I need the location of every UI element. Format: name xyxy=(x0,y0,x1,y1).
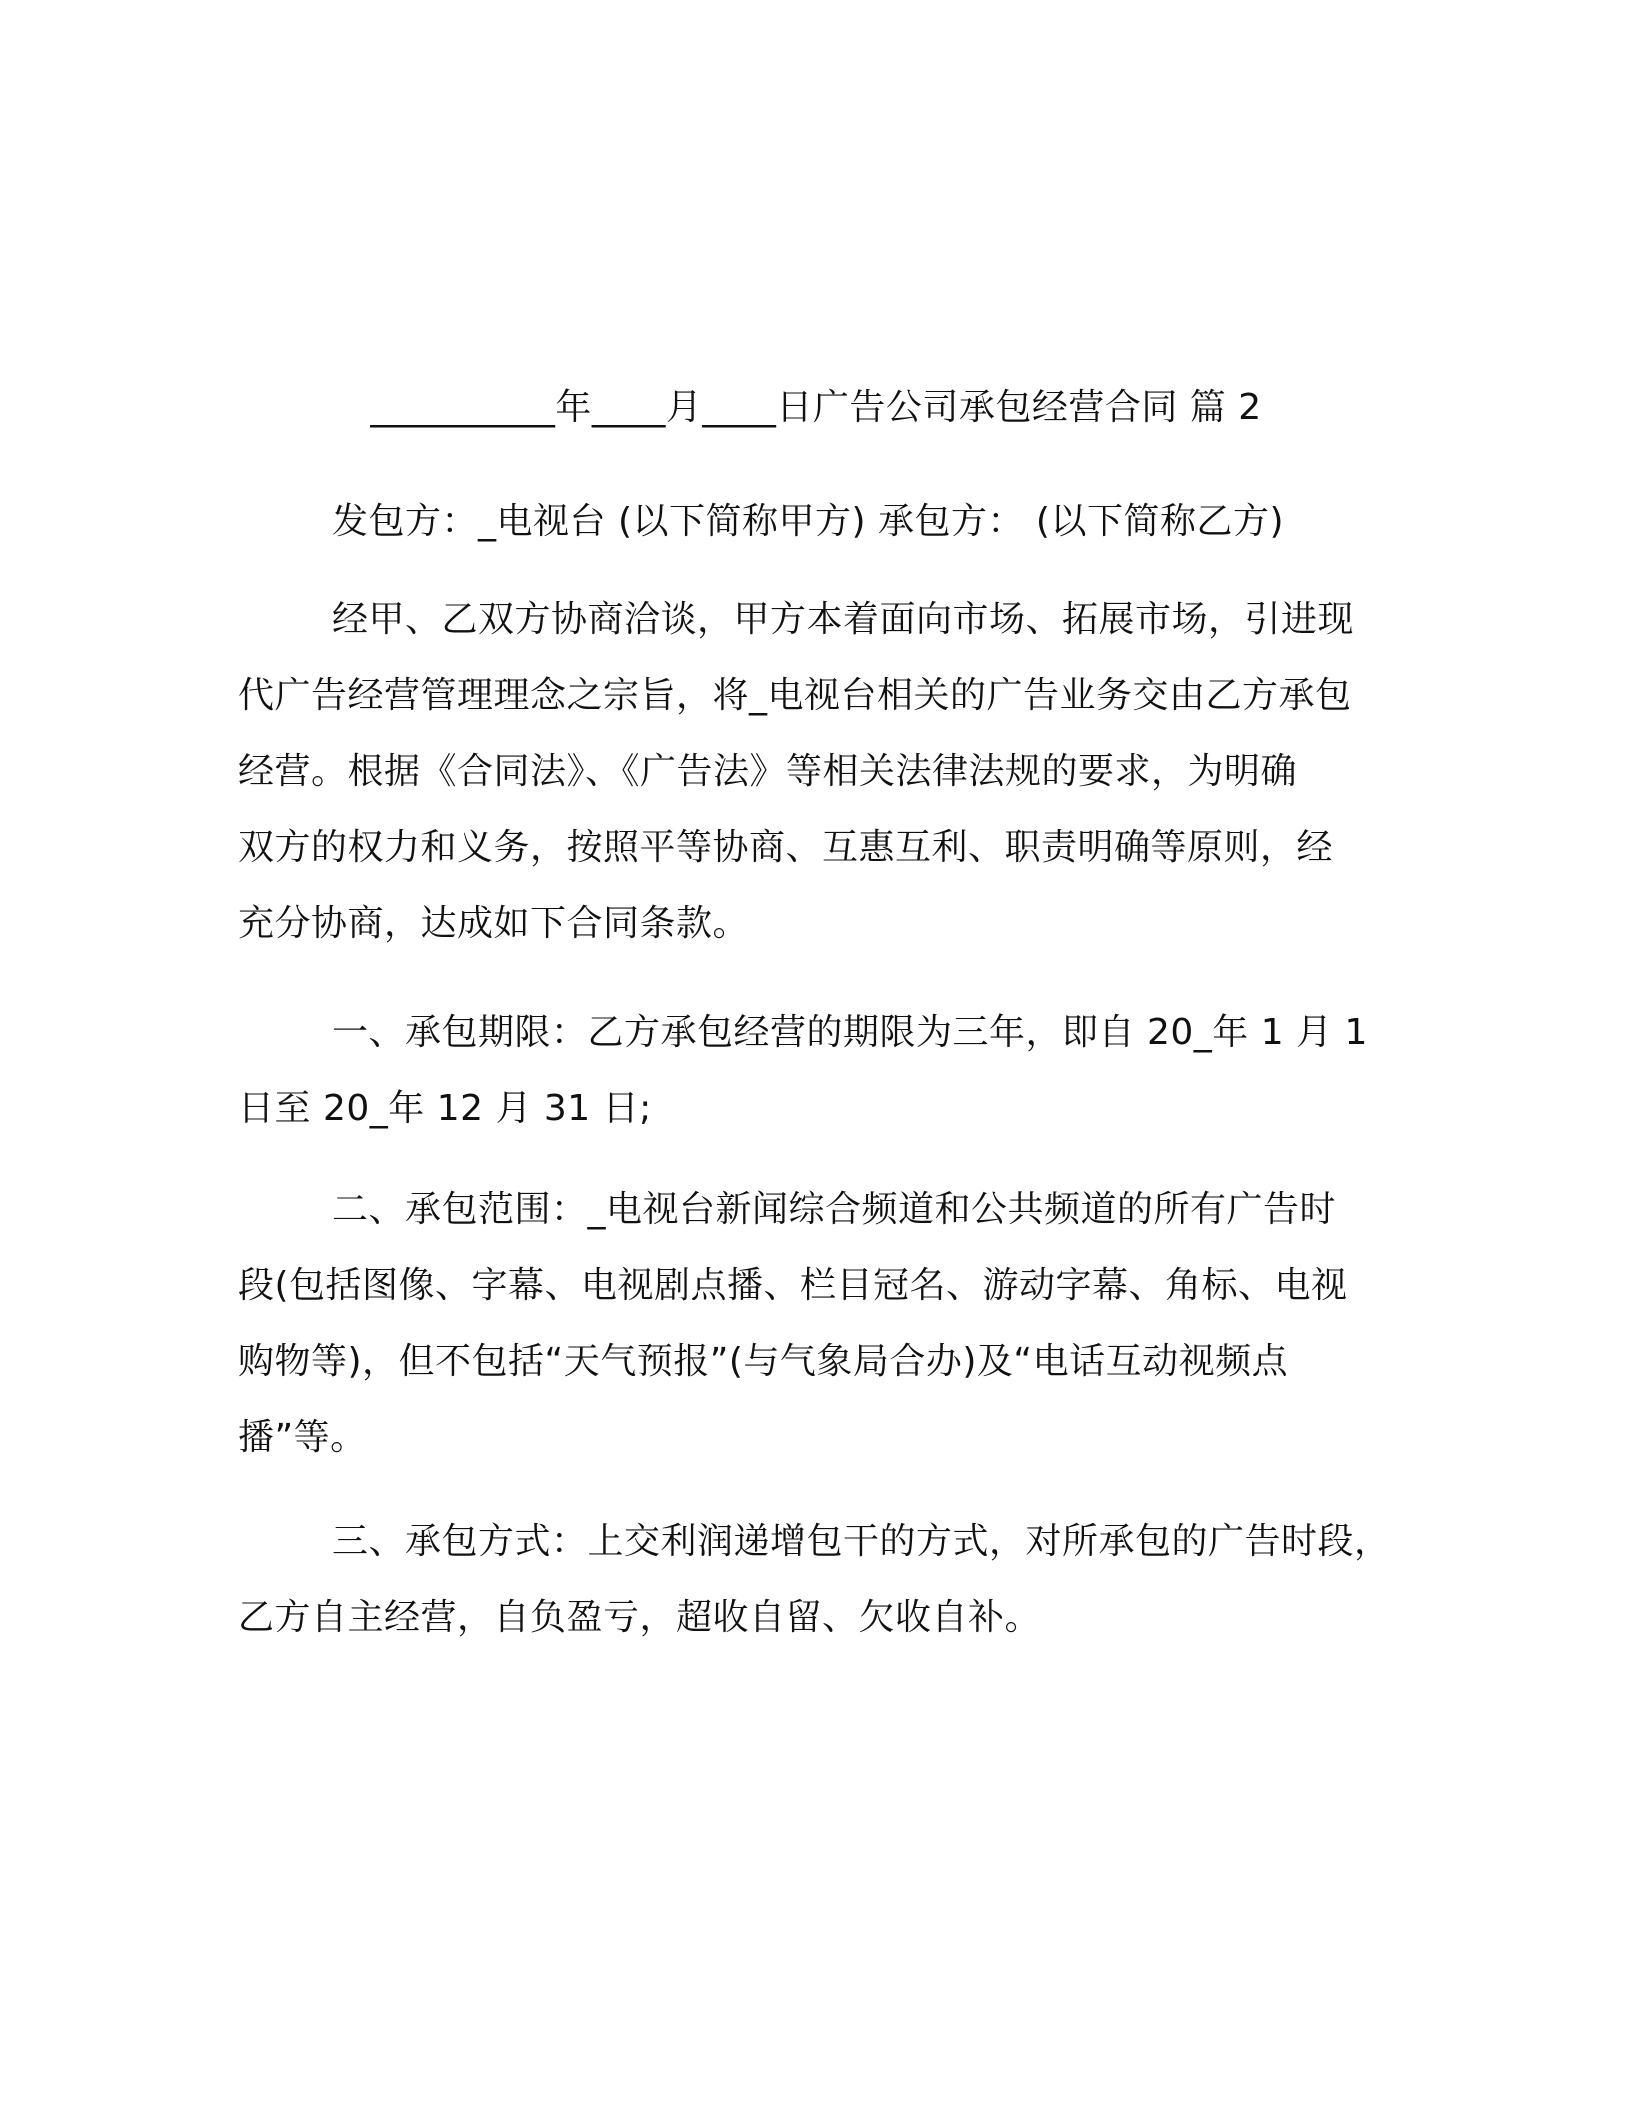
intro-line-2: 代广告经营管理理念之宗旨，将_电视台相关的广告业务交由乙方承包 xyxy=(238,675,1352,716)
clause2-line-4: 播”等。 xyxy=(238,1417,367,1458)
clause2-line-3: 购物等)，但不包括“天气预报”(与气象局合办)及“电话互动视频点 xyxy=(238,1341,1289,1382)
clause2-line-2: 段(包括图像、字幕、电视剧点播、栏目冠名、游动字幕、角标、电视 xyxy=(238,1265,1348,1306)
clause2-line-1: 二、承包范围：_电视台新闻综合频道和公共频道的所有广告时 xyxy=(332,1189,1337,1230)
clause3-line-2: 乙方自主经营，自负盈亏，超收自留、欠收自补。 xyxy=(238,1597,1042,1638)
clause1-line-2: 日至 20_年 12 月 31 日; xyxy=(238,1088,652,1129)
clause1-line-1: 一、承包期限：乙方承包经营的期限为三年，即自 20_年 1 月 1 xyxy=(332,1012,1368,1053)
clause3-line-1: 三、承包方式：上交利润递增包干的方式，对所承包的广告时段， xyxy=(332,1521,1391,1562)
intro-line-1: 经甲、乙双方协商洽谈，甲方本着面向市场、拓展市场，引进现 xyxy=(332,599,1355,640)
intro-line-3: 经营。根据《合同法》、《广告法》等相关法律法规的要求，为明确 xyxy=(238,751,1298,792)
intro-line-5: 充分协商，达成如下合同条款。 xyxy=(238,903,750,944)
intro-line-4: 双方的权力和义务，按照平等协商、互惠互利、职责明确等原则，经 xyxy=(238,827,1334,868)
document-title: __________年____月____日广告公司承包经营合同 篇 2 xyxy=(370,387,1262,428)
parties-line: 发包方：_电视台 (以下简称甲方) 承包方： (以下简称乙方) xyxy=(332,501,1285,542)
